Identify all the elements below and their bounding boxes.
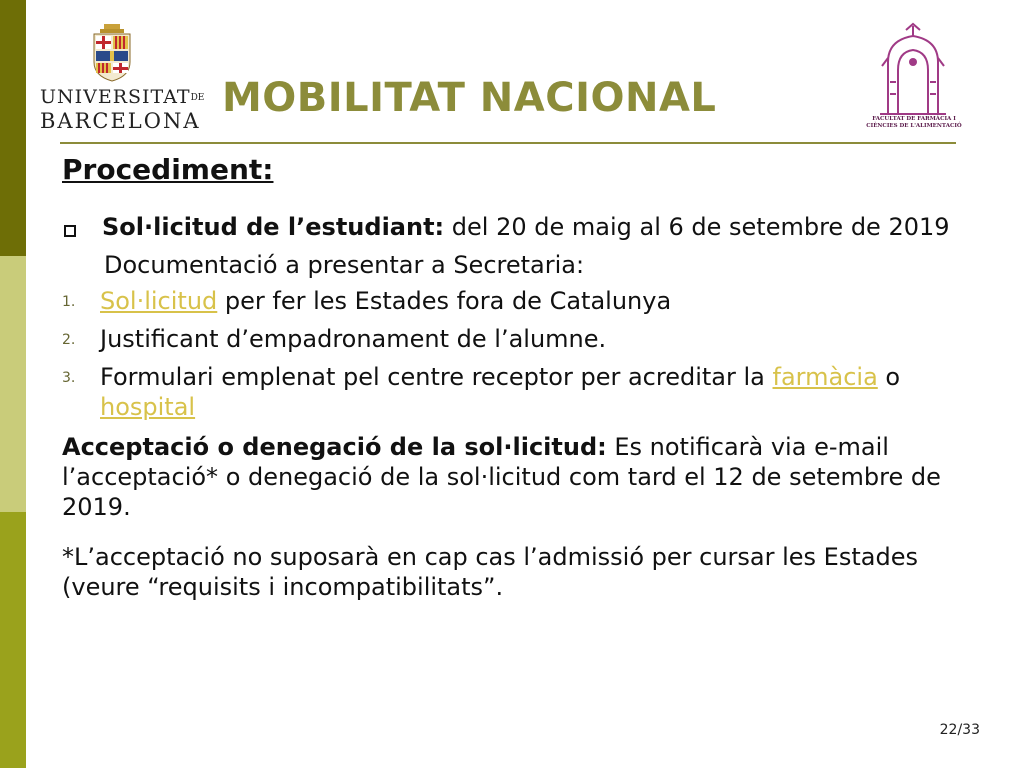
- faculty-name: [864, 116, 964, 130]
- acceptance-label: Acceptació o denegació de la sol·licitud:: [62, 433, 607, 461]
- page-number: 22/33: [939, 722, 980, 738]
- faculty-name-line1: FACULTAT DE FARMÀCIA I: [872, 116, 956, 122]
- hospital-form-link[interactable]: hospital: [100, 393, 196, 421]
- list-marker: 2.: [62, 332, 76, 348]
- side-bar-top: [0, 0, 26, 256]
- university-name-de: DE: [190, 93, 205, 103]
- faculty-logo: [866, 22, 962, 132]
- list-marker: 1.: [62, 294, 76, 310]
- list-item: [62, 286, 992, 316]
- request-label: Sol·licitud de l’estudiant:: [102, 213, 445, 241]
- list-item-text: Justificant d’empadronament de l’alumne.: [100, 325, 607, 353]
- university-name-line1: UNIVERSITAT: [40, 86, 191, 108]
- university-shield-icon: [92, 24, 132, 82]
- side-bar-bottom: [0, 512, 26, 768]
- university-name-line2: BARCELONA: [40, 109, 201, 133]
- faculty-arch-icon: [868, 22, 958, 116]
- list-item-text: per fer les Estades fora de Catalunya: [217, 287, 672, 315]
- side-decoration-bar: [0, 0, 26, 768]
- list-marker: 3.: [62, 370, 76, 386]
- page-title: MOBILITAT NACIONAL: [222, 75, 717, 121]
- list-item: [62, 324, 992, 354]
- section-heading: Procediment:: [62, 153, 274, 186]
- slide-body: [62, 212, 992, 602]
- list-item-text: Formulari emplenat pel centre receptor per acreditar la: [100, 363, 773, 391]
- request-dates: del 20 de maig al 6 de setembre de 2019: [444, 213, 950, 241]
- title-divider: [60, 142, 956, 144]
- request-bullet: [62, 212, 992, 242]
- square-bullet-icon: [64, 225, 76, 237]
- acceptance-paragraph: [62, 432, 992, 522]
- pharmacy-form-link[interactable]: farmàcia: [772, 363, 878, 391]
- document-list: [62, 286, 992, 422]
- list-item: [62, 362, 992, 422]
- side-bar-middle: [0, 256, 26, 512]
- faculty-name-line2: CIÈNCIES DE L'ALIMENTACIÓ: [866, 123, 962, 129]
- note-paragraph: *L’acceptació no suposarà en cap cas l’admissió per cursar les Estades (veure “requisits i incompatibilitats”.: [62, 543, 918, 601]
- documentation-intro: Documentació a presentar a Secretaria:: [104, 251, 585, 279]
- request-form-link[interactable]: Sol·licitud: [100, 287, 218, 315]
- list-item-connector: o: [877, 363, 901, 391]
- university-name: [40, 86, 205, 133]
- acceptance-text: Es notificarà via e-mail l’acceptació* o denegació de la sol·licitud com tard el 12 de setembre de 2019.: [62, 433, 941, 521]
- university-logo: [40, 24, 205, 133]
